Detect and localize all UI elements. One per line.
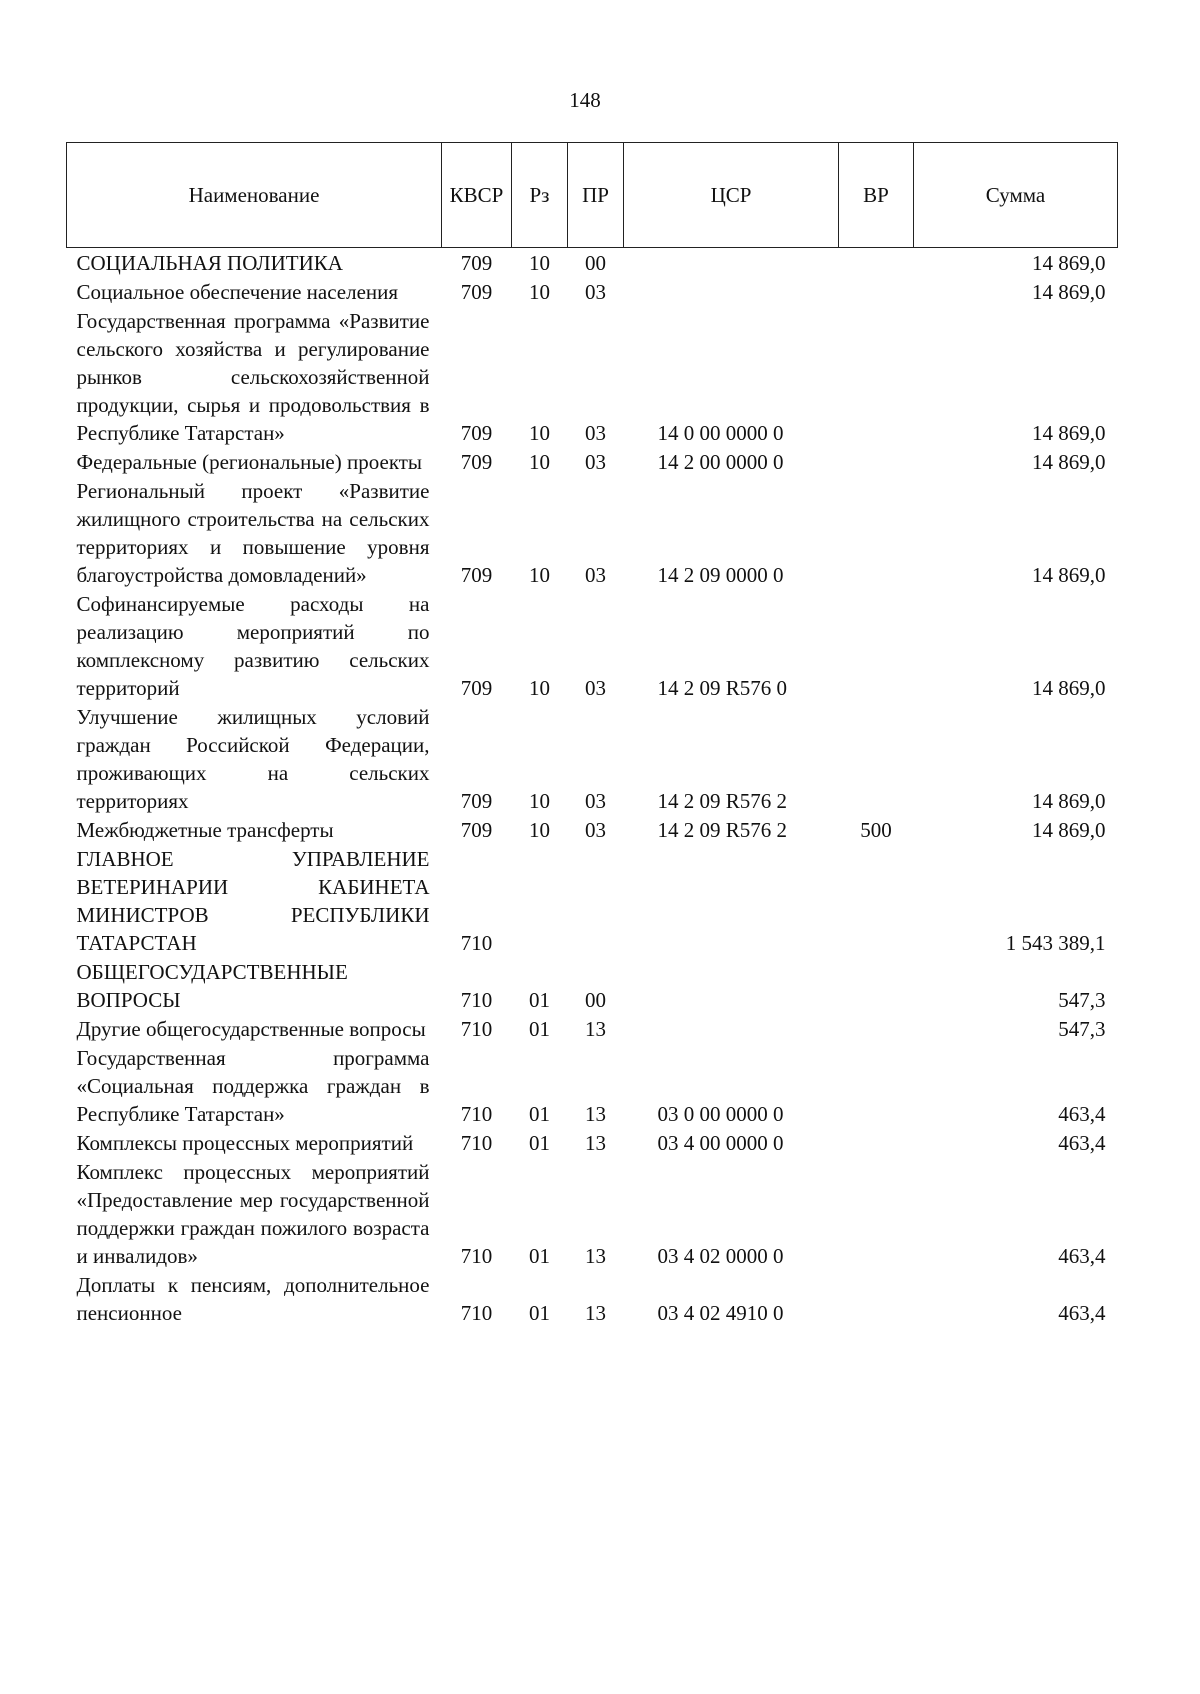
table-row [67,447,1118,476]
cell-pr: 03 [585,421,606,445]
cell-rz: 01 [529,1102,550,1126]
cell-pr: 13 [585,1301,606,1325]
cell-kvsr: 710 [460,1301,493,1325]
cell-vr [839,1157,914,1270]
cell-rz: 10 [529,450,550,474]
cell-pr: 03 [585,676,606,700]
cell-csr: 14 0 00 0000 0 [657,421,784,445]
cell-csr: 14 2 00 0000 0 [657,450,784,474]
cell-name: ОБЩЕГОСУДАРСТВЕННЫЕ ВОПРОСЫ [76,960,348,1012]
cell-name: Государственная программа «Социальная поддержка граждан в Республике Татарстан» [76,1046,430,1126]
cell-kvsr: 709 [460,251,493,275]
cell-rz: 01 [529,988,550,1012]
cell-pr: 00 [585,251,606,275]
table-row [67,277,1118,306]
cell-csr: 14 2 09 R576 2 [657,818,788,842]
cell-rz: 10 [529,563,550,587]
header-sum: Сумма [914,143,1118,248]
cell-pr: 03 [585,818,606,842]
cell-kvsr: 709 [460,421,493,445]
budget-table-container [66,142,1117,1327]
cell-pr [568,844,624,957]
cell-name: Улучшение жилищных условий граждан Российской Федерации, проживающих на сельских территориях [76,705,430,813]
cell-csr [624,1014,839,1043]
cell-csr: 03 4 02 0000 0 [657,1244,784,1268]
cell-vr [839,306,914,447]
cell-pr: 03 [585,789,606,813]
cell-kvsr: 709 [460,563,493,587]
cell-pr: 13 [585,1017,606,1041]
cell-name: СОЦИАЛЬНАЯ ПОЛИТИКА [76,251,343,275]
cell-sum: 1 543 389,1 [1005,931,1106,955]
cell-csr: 14 2 09 R576 0 [657,676,788,700]
cell-name: Государственная программа «Развитие сельского хозяйства и регулирование рынков сельскохозяйственной продукции, сырья и продовольствия в Республике Татарстан» [76,309,430,445]
table-row [67,844,1118,957]
cell-name: Комплексы процессных мероприятий [76,1131,414,1155]
cell-vr [839,589,914,702]
table-body [67,248,1118,1328]
cell-vr [839,248,914,278]
table-row [67,476,1118,589]
table-row [67,1270,1118,1327]
cell-sum: 463,4 [1058,1244,1106,1268]
cell-pr: 03 [585,450,606,474]
cell-rz: 10 [529,676,550,700]
cell-name: Софинансируемые расходы на реализацию мероприятий по комплексному развитию сельских территорий [76,592,430,700]
cell-pr: 13 [585,1102,606,1126]
cell-kvsr: 710 [460,1244,493,1268]
table-row [67,957,1118,1014]
cell-vr: 500 [860,818,892,842]
cell-name: Другие общегосударственные вопросы [76,1017,426,1041]
table-row [67,1157,1118,1270]
cell-csr [624,248,839,278]
cell-kvsr: 710 [460,1102,493,1126]
cell-vr [839,447,914,476]
cell-kvsr: 709 [460,450,493,474]
table-row [67,815,1118,844]
cell-vr [839,702,914,815]
cell-pr: 03 [585,563,606,587]
cell-csr: 03 0 00 0000 0 [657,1102,784,1126]
cell-kvsr: 710 [460,988,493,1012]
cell-vr [839,476,914,589]
header-csr: ЦСР [624,143,839,248]
cell-kvsr: 710 [460,1131,493,1155]
header-pr: ПР [568,143,624,248]
cell-vr [839,844,914,957]
cell-rz: 01 [529,1244,550,1268]
table-row [67,1043,1118,1128]
table-row [67,248,1118,278]
cell-csr: 14 2 09 0000 0 [657,563,784,587]
cell-kvsr: 709 [460,789,493,813]
cell-rz: 01 [529,1017,550,1041]
header-rz: Рз [512,143,568,248]
cell-kvsr: 709 [460,818,493,842]
table-row [67,702,1118,815]
cell-name: Региональный проект «Развитие жилищного строительства на сельских территориях и повышение уровня благоустройства домовладений» [76,479,430,587]
cell-name: Федеральные (региональные) проекты [76,450,423,474]
header-vr: ВР [839,143,914,248]
cell-csr [624,844,839,957]
cell-sum: 14 869,0 [1032,251,1106,275]
cell-rz: 10 [529,280,550,304]
cell-name: Межбюджетные трансферты [76,818,334,842]
cell-sum: 14 869,0 [1032,280,1106,304]
cell-csr: 14 2 09 R576 2 [657,789,788,813]
cell-sum: 14 869,0 [1032,676,1106,700]
table-row [67,589,1118,702]
cell-pr: 13 [585,1131,606,1155]
cell-kvsr: 710 [460,1017,493,1041]
cell-rz: 10 [529,421,550,445]
cell-pr: 13 [585,1244,606,1268]
cell-sum: 547,3 [1058,988,1106,1012]
cell-name: ГЛАВНОЕ УПРАВЛЕНИЕ ВЕТЕРИНАРИИ КАБИНЕТА МИНИСТРОВ РЕСПУБЛИКИ ТАТАРСТАН [76,847,430,955]
cell-sum: 14 869,0 [1032,421,1106,445]
header-kvsr: КВСР [442,143,512,248]
cell-kvsr: 709 [460,280,493,304]
cell-sum: 14 869,0 [1032,563,1106,587]
cell-csr [624,957,839,1014]
header-name: Наименование [67,143,442,248]
table-row [67,1128,1118,1157]
cell-csr [624,277,839,306]
cell-rz: 10 [529,818,550,842]
cell-vr [839,957,914,1014]
table-row [67,306,1118,447]
cell-kvsr: 710 [460,931,493,955]
cell-pr: 00 [585,988,606,1012]
page-number: 148 [569,88,601,112]
cell-sum: 14 869,0 [1032,818,1106,842]
cell-pr: 03 [585,280,606,304]
table-row [67,1014,1118,1043]
cell-sum: 547,3 [1058,1017,1106,1041]
cell-csr: 03 4 02 4910 0 [657,1301,784,1325]
cell-vr [839,1043,914,1128]
cell-rz: 10 [529,789,550,813]
cell-name: Доплаты к пенсиям, дополнительное пенсионное [76,1273,430,1325]
cell-vr [839,1128,914,1157]
cell-name: Социальное обеспечение населения [76,280,399,304]
cell-sum: 463,4 [1058,1131,1106,1155]
cell-rz [512,844,568,957]
table-header [67,143,1118,248]
header-row [67,143,1118,248]
cell-rz: 01 [529,1131,550,1155]
cell-kvsr: 709 [460,676,493,700]
cell-vr [839,277,914,306]
cell-sum: 463,4 [1058,1301,1106,1325]
cell-rz: 01 [529,1301,550,1325]
cell-sum: 463,4 [1058,1102,1106,1126]
cell-vr [839,1014,914,1043]
budget-table [66,142,1118,1327]
cell-name: Комплекс процессных мероприятий «Предоставление мер государственной поддержки граждан пожилого возраста и инвалидов» [76,1160,430,1268]
cell-csr: 03 4 00 0000 0 [657,1131,784,1155]
cell-sum: 14 869,0 [1032,450,1106,474]
cell-sum: 14 869,0 [1032,789,1106,813]
cell-vr [839,1270,914,1327]
cell-rz: 10 [529,251,550,275]
